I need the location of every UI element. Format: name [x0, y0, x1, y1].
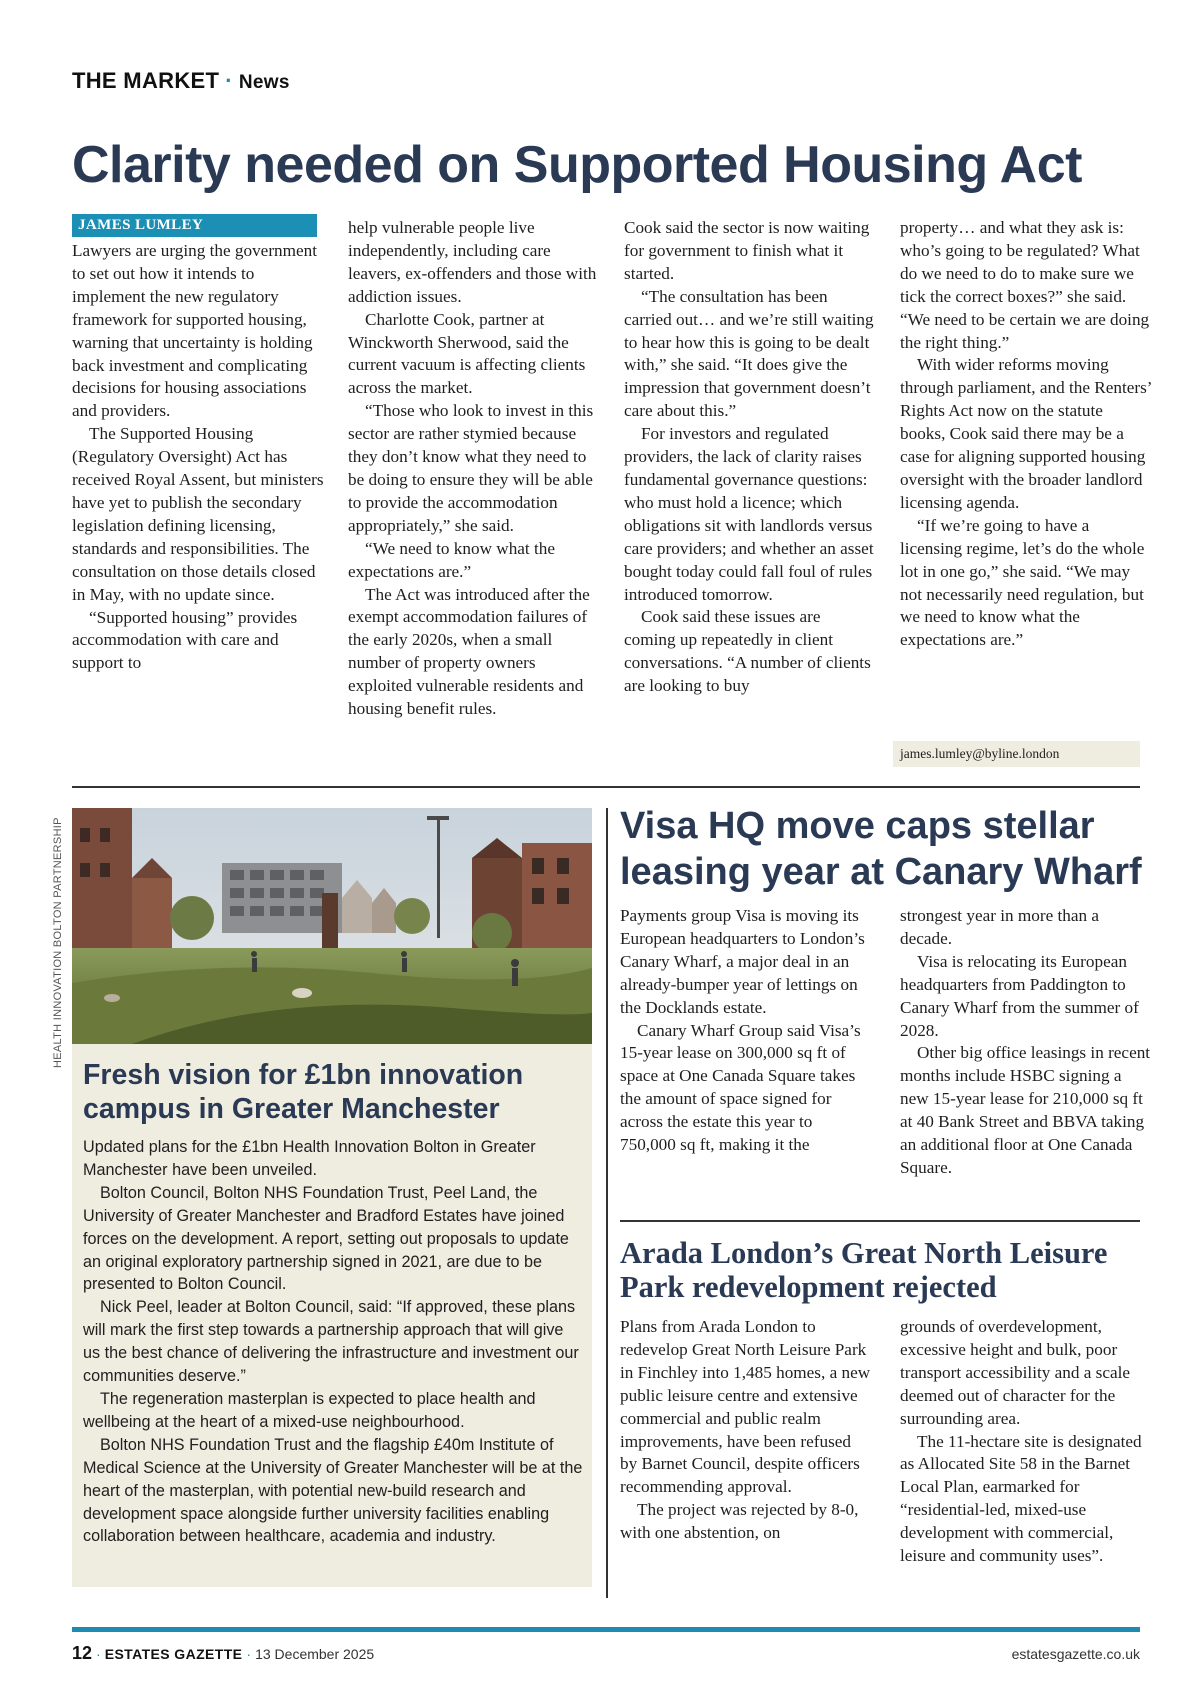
paragraph: Lawyers are urging the government to set out how it intends to implement the new regulatory framework for supported housing, warning that uncertainty is holding back investment and complicating decisions for housing associations and providers. — [72, 241, 317, 421]
lead-column-3 — [624, 217, 876, 698]
paragraph: Cook said these issues are coming up repeatedly in client conversations. “A number of clients are looking to buy — [624, 607, 871, 696]
visa-column-2 — [900, 905, 1152, 1180]
paragraph: grounds of overdevelopment, excessive height and bulk, poor transport accessibility and a scale deemed out of character for the surrounding area. — [900, 1317, 1131, 1428]
visa-column-1 — [620, 905, 872, 1157]
paragraph: With wider reforms moving through parliament, and the Renters’ Rights Act now on the statute books, Cook said there may be a case for aligning supported housing oversight with the broader landlord licensing agenda. — [900, 355, 1152, 512]
lead-column-1 — [72, 240, 324, 675]
bolton-body — [83, 1136, 583, 1548]
paragraph: Payments group Visa is moving its European headquarters to London’s Canary Wharf, a major deal in an already-bumper year of lettings on the Docklands estate. — [620, 906, 865, 1017]
paragraph: Other big office leasings in recent months include HSBC signing a new 15-year lease for 210,000 sq ft at 40 Bank Street and BBVA taking an additional floor at One Canada Square. — [900, 1043, 1151, 1177]
arada-headline: Arada London’s Great North Leisure Park redevelopment rejected — [620, 1236, 1108, 1304]
column-divider — [606, 808, 608, 1598]
paragraph: Canary Wharf Group said Visa’s 15-year lease on 300,000 sq ft of space at One Canada Square takes the amount of space signed for across the estate this year to 750,000 sq ft, making it the — [620, 1020, 861, 1155]
footer-folio — [72, 1643, 374, 1664]
paragraph: Nick Peel, leader at Bolton Council, said: “If approved, these plans will mark the first step towards a partnership approach that will give us the best chance of delivering the infrastructure and investment our communities deserve.” — [83, 1298, 579, 1386]
paragraph: The regeneration masterplan is expected to place health and wellbeing at the heart of a mixed-use neighbourhood. — [83, 1389, 536, 1431]
paragraph: For investors and regulated providers, the lack of clarity raises fundamental governance questions: who must hold a licence; which obligations sit with landlords versus care providers; and whether an asset bought today could fall foul of rules introduced tomorrow. — [624, 424, 874, 604]
author-email[interactable]: james.lumley@byline.london — [893, 741, 1140, 767]
paragraph: Updated plans for the £1bn Health Innovation Bolton in Greater Manchester have been unveiled. — [83, 1138, 536, 1179]
paragraph: The Act was introduced after the exempt accommodation failures of the early 2020s, when a small number of property owners exploited vulnerable residents and housing benefit rules. — [348, 584, 590, 719]
publication-name: ESTATES GAZETTE — [104, 1646, 243, 1662]
paragraph: The project was rejected by 8-0, with one abstention, on — [620, 1500, 859, 1543]
paragraph: “We need to know what the expectations are.” — [348, 538, 556, 581]
paragraph: “Those who look to invest in this sector are rather stymied because they don’t know what they need to be doing to ensure they will be able to provide the accommodation appropriately,” she said. — [348, 401, 594, 535]
paragraph: Bolton NHS Foundation Trust and the flagship £40m Institute of Medical Science at the University of Greater Manchester will be at the heart of the masterplan, with potential new-build research and development space alongside further university facilities enabling collaboration between healthcare, academia and industry. — [83, 1435, 583, 1546]
visa-headline: Visa HQ move caps stellar leasing year at Canary Wharf — [620, 805, 1142, 893]
paragraph: “The consultation has been carried out… and we’re still waiting to hear how this is going to be dealt with,” she said. “It does give the impression that government doesn’t care about this.” — [624, 286, 874, 421]
arada-column-1 — [620, 1316, 872, 1545]
page-number: 12 — [72, 1643, 93, 1663]
story-divider — [620, 1220, 1140, 1222]
paragraph: Plans from Arada London to redevelop Great North Leisure Park in Finchley into 1,485 homes, a new public leisure centre and extensive commercial and public realm improvements, have been refused by Barnet Council, despite officers recommending approval. — [620, 1317, 871, 1497]
footer-rule — [72, 1627, 1140, 1632]
paragraph: The 11-hectare site is designated as Allocated Site 58 in the Barnet Local Plan, earmarked for “residential-led, mixed-use development with commercial, leisure and community uses”. — [900, 1431, 1142, 1566]
section-name: THE MARKET — [72, 68, 220, 93]
lead-column-4 — [900, 217, 1152, 652]
paragraph: The Supported Housing (Regulatory Oversight) Act has received Royal Assent, but ministers have yet to publish the secondary legislation defining licensing, standards and responsibilities. The consultation on those details closed in May, with no update since. — [72, 424, 324, 604]
subsection-name: News — [238, 72, 290, 93]
campus-rendering-image — [72, 808, 592, 1044]
lead-column-2 — [348, 217, 600, 721]
paragraph: property… and what they ask is: who’s going to be regulated? What do we need to do to make sure we tick the correct boxes?” she said. “We need to be certain we are doing the right thing.” — [900, 218, 1150, 352]
paragraph: Cook said the sector is now waiting for government to finish what it started. — [624, 218, 870, 283]
section-divider — [72, 786, 1140, 788]
lead-headline: Clarity needed on Supported Housing Act — [72, 136, 1082, 194]
paragraph: Visa is relocating its European headquarters from Paddington to Canary Wharf from the summer of 2028. — [900, 951, 1139, 1040]
paragraph: strongest year in more than a decade. — [900, 906, 1100, 948]
paragraph: Charlotte Cook, partner at Winckworth Sherwood, said the current vacuum is affecting clients across the market. — [348, 309, 586, 398]
arada-column-2 — [900, 1316, 1152, 1568]
bolton-headline: Fresh vision for £1bn innovation campus in Greater Manchester — [83, 1059, 524, 1125]
separator-dot: · — [225, 68, 233, 93]
separator-dot: · — [96, 1646, 101, 1662]
paragraph: “If we’re going to have a licensing regime, let’s do the whole lot in one go,” she said. “We may not necessarily need regulation, but we need to know what the expectations are.” — [900, 515, 1145, 650]
paragraph: “Supported housing” provides accommodation with care and support to — [72, 607, 298, 673]
separator-dot: · — [246, 1646, 252, 1662]
photo-credit: HEALTH INNOVATION BOLTON PARTNERSHIP — [52, 817, 64, 1068]
issue-date: 13 December 2025 — [255, 1646, 375, 1662]
paragraph: help vulnerable people live independently, including care leavers, ex-offenders and those with addiction issues. — [348, 218, 597, 306]
paragraph: Bolton Council, Bolton NHS Foundation Trust, Peel Land, the University of Greater Manchester and Bradford Estates have joined forces on the development. A report, setting out proposals to update an original exploratory partnership signed in 2021, are due to be presented to Bolton Council. — [83, 1183, 569, 1294]
byline: JAMES LUMLEY — [72, 214, 317, 237]
section-label — [72, 68, 290, 94]
website-link[interactable]: estatesgazette.co.uk — [1011, 1646, 1140, 1662]
